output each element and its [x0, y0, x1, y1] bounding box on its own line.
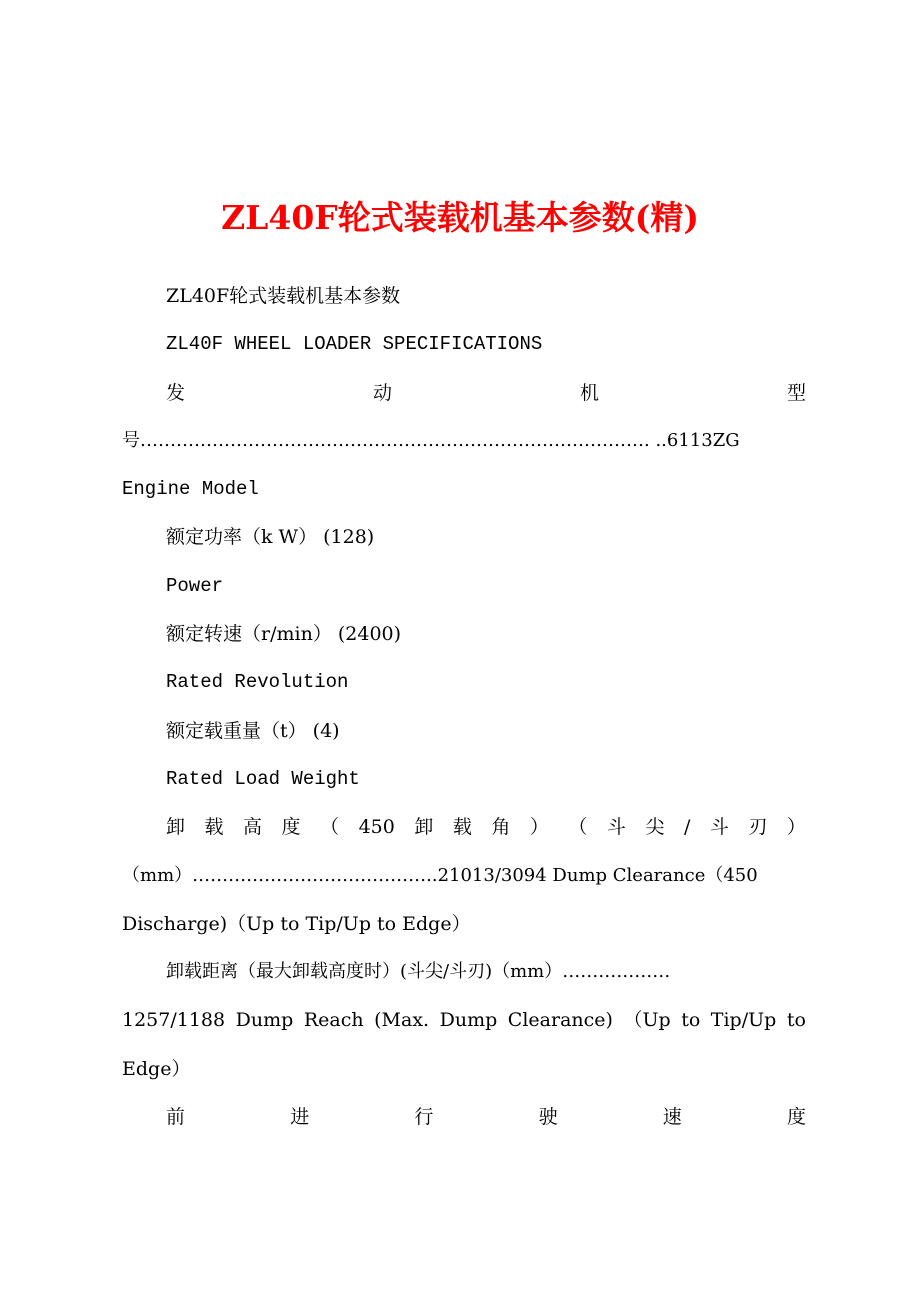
word: 尖 [645, 816, 665, 839]
line-power-en: Power [166, 574, 224, 597]
line-power-cn: 额定功率（k W） (128) [166, 526, 375, 549]
line-forward-speed-cn [122, 1093, 806, 1141]
line-dump-clearance-en: Discharge)（Up to Tip/Up to Edge） [122, 912, 471, 935]
word: 度 [786, 1106, 806, 1129]
document-title: ZL40F轮式装载机基本参数(精) [221, 198, 699, 237]
word: 角 [491, 816, 511, 839]
word: 动 [372, 381, 392, 404]
word: 斗 [606, 816, 626, 839]
word: 前 [166, 1106, 186, 1129]
word: to [786, 1009, 806, 1032]
word: 450 [358, 816, 395, 839]
word: ） [529, 816, 549, 839]
line-engine-model-cn [122, 369, 806, 417]
line-title-cn: ZL40F轮式装载机基本参数 [166, 285, 401, 307]
word: 型 [786, 381, 806, 404]
word: 载 [452, 816, 472, 839]
word: / [683, 816, 691, 839]
word: to [681, 1009, 701, 1032]
word: 高 [243, 816, 263, 839]
word: 行 [414, 1106, 434, 1129]
word: 机 [579, 381, 599, 404]
line-dump-clearance-value: （mm）…………………………………..21013/3094 Dump Clearance（450 [122, 864, 758, 886]
word: （Up [623, 1009, 671, 1032]
word: 斗 [709, 816, 729, 839]
line-dump-clearance-cn [122, 803, 806, 851]
line-revolution-en: Rated Revolution [166, 671, 349, 694]
line-revolution-cn: 额定转速（r/min） (2400) [166, 623, 402, 646]
word: 卸 [414, 816, 434, 839]
word: Dump [235, 1009, 294, 1032]
word: 载 [204, 816, 224, 839]
line-engine-model-value: 号…………………………………………………………………………. ..6113ZG [122, 429, 740, 451]
line-title-en: ZL40F WHEEL LOADER SPECIFICATIONS [166, 333, 543, 356]
word: 1257/1188 [122, 1009, 226, 1032]
word: Clearance) [507, 1009, 613, 1032]
line-dump-reach-edge: Edge） [122, 1057, 191, 1080]
word: （ [320, 816, 340, 839]
word: Dump [439, 1009, 498, 1032]
word: 度 [281, 816, 301, 839]
line-dump-reach-cn: 卸载距离（最大卸载高度时）(斗尖/斗刃)（mm）……………… [166, 961, 671, 983]
word: 发 [166, 381, 186, 404]
word: ） [786, 816, 806, 839]
line-load-weight-en: Rated Load Weight [166, 767, 360, 790]
line-engine-model-en: Engine Model [122, 478, 259, 501]
document-body [122, 272, 806, 1141]
word: 刃 [748, 816, 768, 839]
word: 进 [290, 1106, 310, 1129]
word: 驶 [538, 1106, 558, 1129]
word: (Max. [374, 1009, 430, 1032]
line-dump-reach-en [122, 996, 806, 1044]
word: （ [568, 816, 588, 839]
word: Reach [303, 1009, 364, 1032]
word: 速 [662, 1106, 682, 1129]
word: Tip/Up [710, 1009, 777, 1032]
word: 卸 [166, 816, 186, 839]
line-load-weight-cn: 额定载重量（t） (4) [166, 719, 340, 742]
